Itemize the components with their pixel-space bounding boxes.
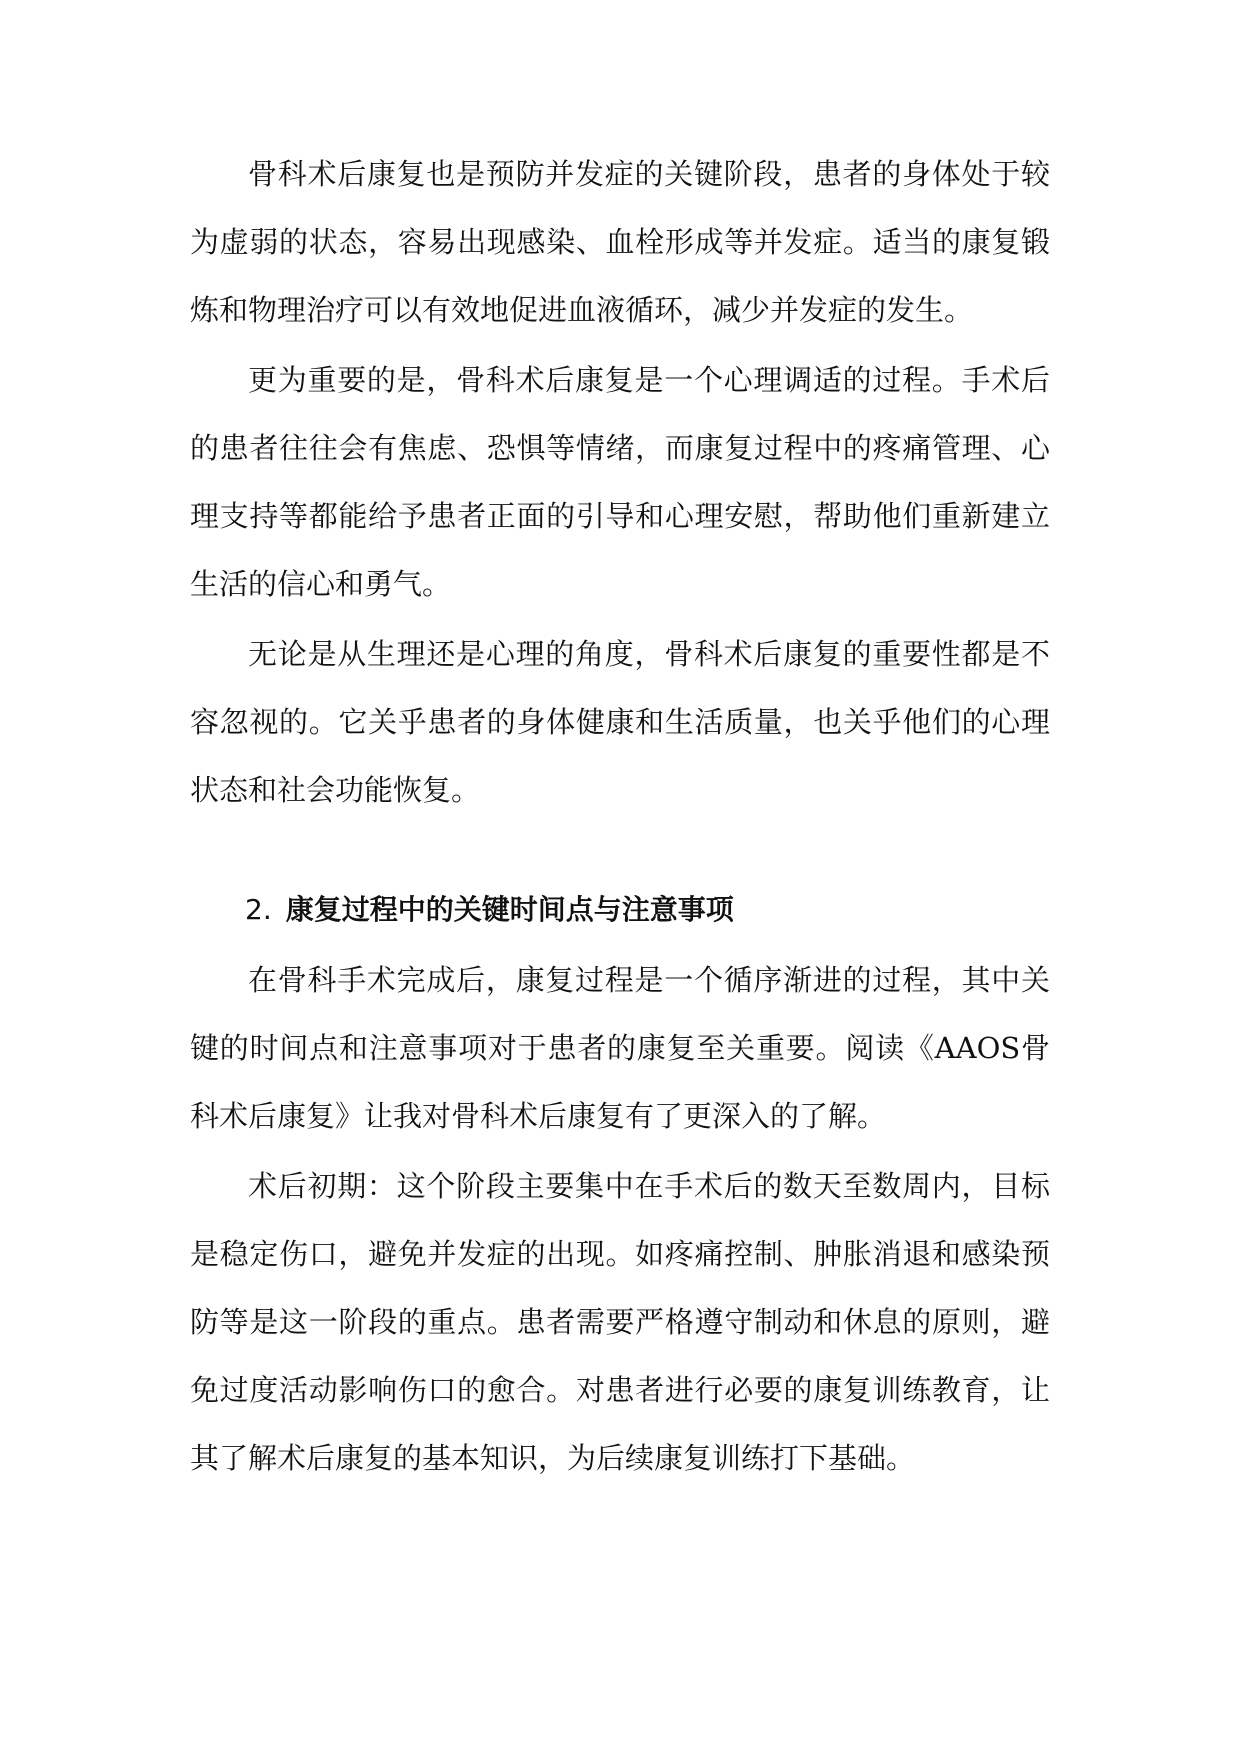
paragraph-importance: 无论是从生理还是心理的角度，骨科术后康复的重要性都是不容忽视的。它关乎患者的身体健康和生活质量，也关乎他们的心理状态和社会功能恢复。 (190, 637, 1050, 807)
section-heading (190, 876, 1050, 944)
paragraph-intro: 在骨科手术完成后，康复过程是一个循序渐进的过程，其中关键的时间点和注意事项对于患者的康复至关重要。阅读《AAOS骨科术后康复》让我对骨科术后康复有了更深入的了解。 (190, 963, 1050, 1133)
paragraph-psychological: 更为重要的是，骨科术后康复是一个心理调适的过程。手术后的患者往往会有焦虑、恐惧等情绪，而康复过程中的疼痛管理、心理支持等都能给予患者正面的引导和心理安慰，帮助他们重新建立生活的信心和勇气。 (190, 363, 1050, 601)
paragraph-early-stage: 术后初期：这个阶段主要集中在手术后的数天至数周内，目标是稳定伤口，避免并发症的出现。如疼痛控制、肿胀消退和感染预防等是这一阶段的重点。患者需要严格遵守制动和休息的原则，避免过度活动影响伤口的愈合。对患者进行必要的康复训练教育，让其了解术后康复的基本知识，为后续康复训练打下基础。 (190, 1169, 1050, 1475)
section-title: 康复过程中的关键时间点与注意事项 (285, 893, 734, 926)
document-page (190, 140, 1050, 1494)
section-number: 2. (245, 893, 272, 926)
paragraph-complications: 骨科术后康复也是预防并发症的关键阶段，患者的身体处于较为虚弱的状态，容易出现感染、血栓形成等并发症。适当的康复锻炼和物理治疗可以有效地促进血液循环，减少并发症的发生。 (190, 157, 1050, 327)
